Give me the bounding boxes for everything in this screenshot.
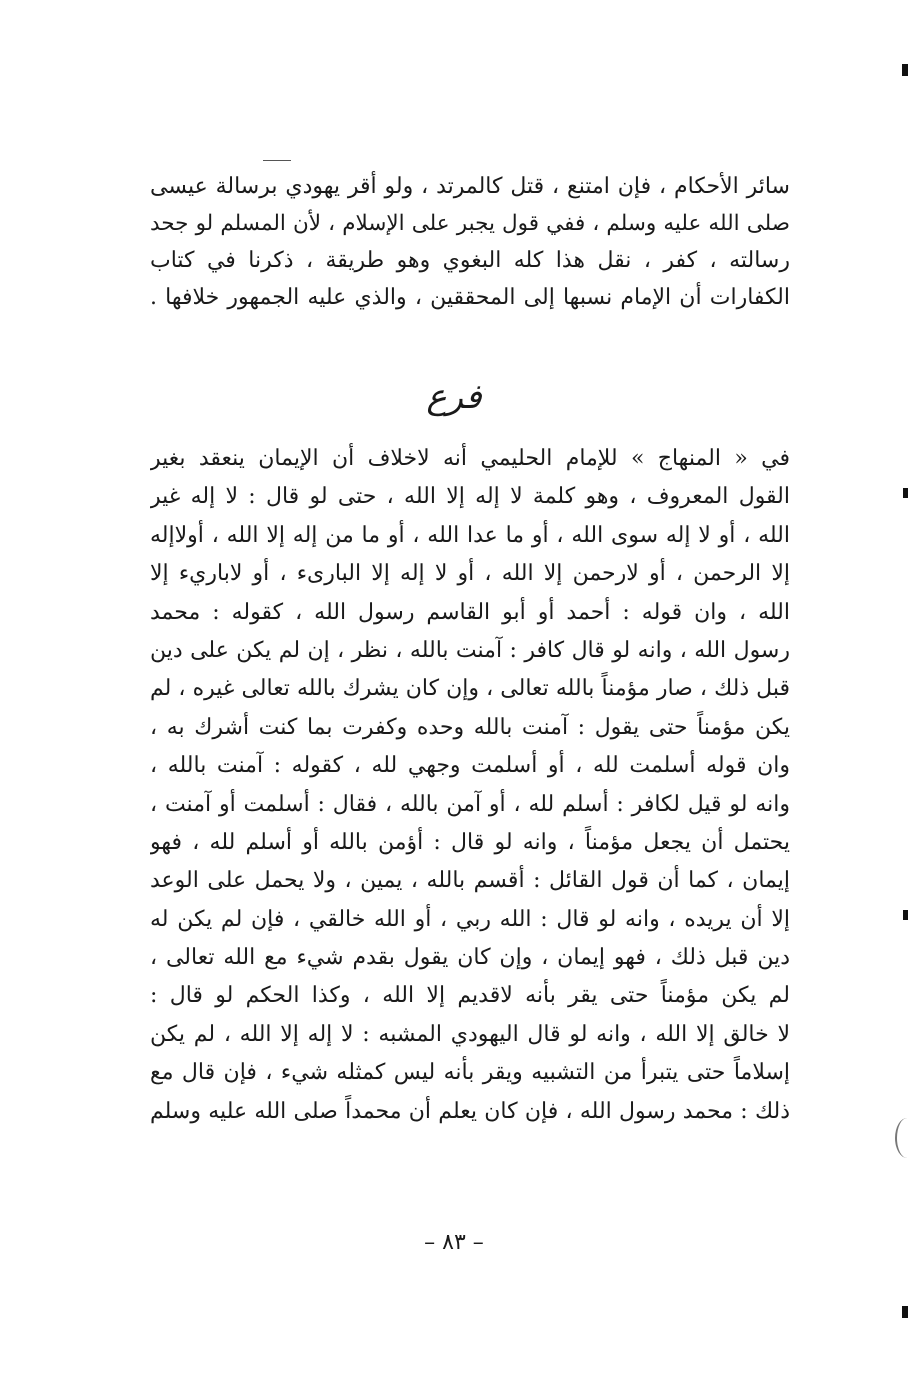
text-line: إلا الرحمن ، أو لارحمن إلا الله ، أو لا إله إلا البارىء ، أو لاباريء إلا	[150, 561, 790, 587]
text-line: إلا أن يريده ، وانه لو قال : الله ربي ، أو الله خالقي ، فإن لم يكن له	[150, 906, 790, 932]
margin-mark	[902, 64, 908, 76]
text-line: إيمان ، كما أن قول القائل : أقسم بالله ، يمين ، ولا يحمل على الوعد	[150, 868, 790, 894]
text-line: رسالته ، كفر ، نقل هذا كله البغوي وهو طريقة ، ذكرنا في كتاب	[150, 248, 790, 273]
text-line: يحتمل أن يجعل مؤمناً ، وانه لو قال : أؤمن بالله أو أسلم لله ، فهو	[150, 829, 790, 855]
text-line: يكن مؤمناً حتى يقول : آمنت بالله وحده وكفرت بما كنت أشرك به ،	[150, 714, 790, 740]
text-line: سائر الأحكام ، فإن امتنع ، قتل كالمرتد ، ولو أقر يهودي برسالة عيسى	[150, 174, 790, 199]
text-line: الله ، وان قوله : أحمد أو أبو القاسم رسول الله ، كقوله : محمد	[150, 599, 790, 625]
text-line: ذلك : محمد رسول الله ، فإن كان يعلم أن محمداً صلى الله عليه وسلم	[150, 1098, 790, 1124]
top-rule	[263, 160, 291, 161]
paragraph-1	[150, 168, 790, 316]
text-line: في « المنهاج » للإمام الحليمي أنه لاخلاف أن الإيمان ينعقد بغير	[150, 446, 790, 471]
text-line: وانه لو قيل لكافر : أسلم لله ، أو آمن بالله ، فقال : أسلمت أو آمنت ،	[150, 791, 790, 817]
text-line: إسلاماً حتى يتبرأ من التشبيه ويقر بأنه ليس كمثله شيء ، فإن قال مع	[150, 1060, 790, 1086]
margin-mark	[903, 488, 908, 498]
text-line: وان قوله أسلمت لله ، أو أسلمت وجهي لله ، كقوله : آمنت بالله ،	[150, 753, 790, 779]
margin-mark	[903, 910, 908, 920]
paragraph-2	[150, 440, 790, 1131]
page-number: – ٨٣ –	[424, 1230, 484, 1255]
margin-parenthesis-mark	[895, 1118, 908, 1158]
text-line: دين قبل ذلك ، فهو إيمان ، وإن كان يقول بقدم شيء مع الله تعالى ،	[150, 945, 790, 971]
section-heading: فرع	[426, 377, 482, 417]
text-line: صلى الله عليه وسلم ، ففي قول يجبر على الإسلام ، لأن المسلم لو جحد	[150, 211, 790, 236]
text-line: الله ، أو لا إله سوى الله ، أو ما عدا الله ، أو ما من إله إلا الله ، أولاإله	[150, 522, 790, 548]
text-line: لم يكن مؤمناً حتى يقر بأنه لاقديم إلا الله ، وكذا الحكم لو قال :	[150, 983, 790, 1009]
text-line: قبل ذلك ، صار مؤمناً بالله تعالى ، وإن كان يشرك بالله تعالى غيره ، لم	[150, 676, 790, 702]
text-line: القول المعروف ، وهو كلمة لا إله إلا الله ، حتى لو قال : لا إله غير	[150, 484, 790, 510]
text-line: الكفارات أن الإمام نسبها إلى المحققين ، والذي عليه الجمهور خلافها .	[150, 285, 790, 310]
text-line: رسول الله ، وانه لو قال كافر : آمنت بالله ، نظر ، إن لم يكن على دين	[150, 637, 790, 663]
margin-mark	[902, 1306, 908, 1318]
text-line: لا خالق إلا الله ، وانه لو قال اليهودي المشبه : لا إله إلا الله ، لم يكن	[150, 1021, 790, 1047]
